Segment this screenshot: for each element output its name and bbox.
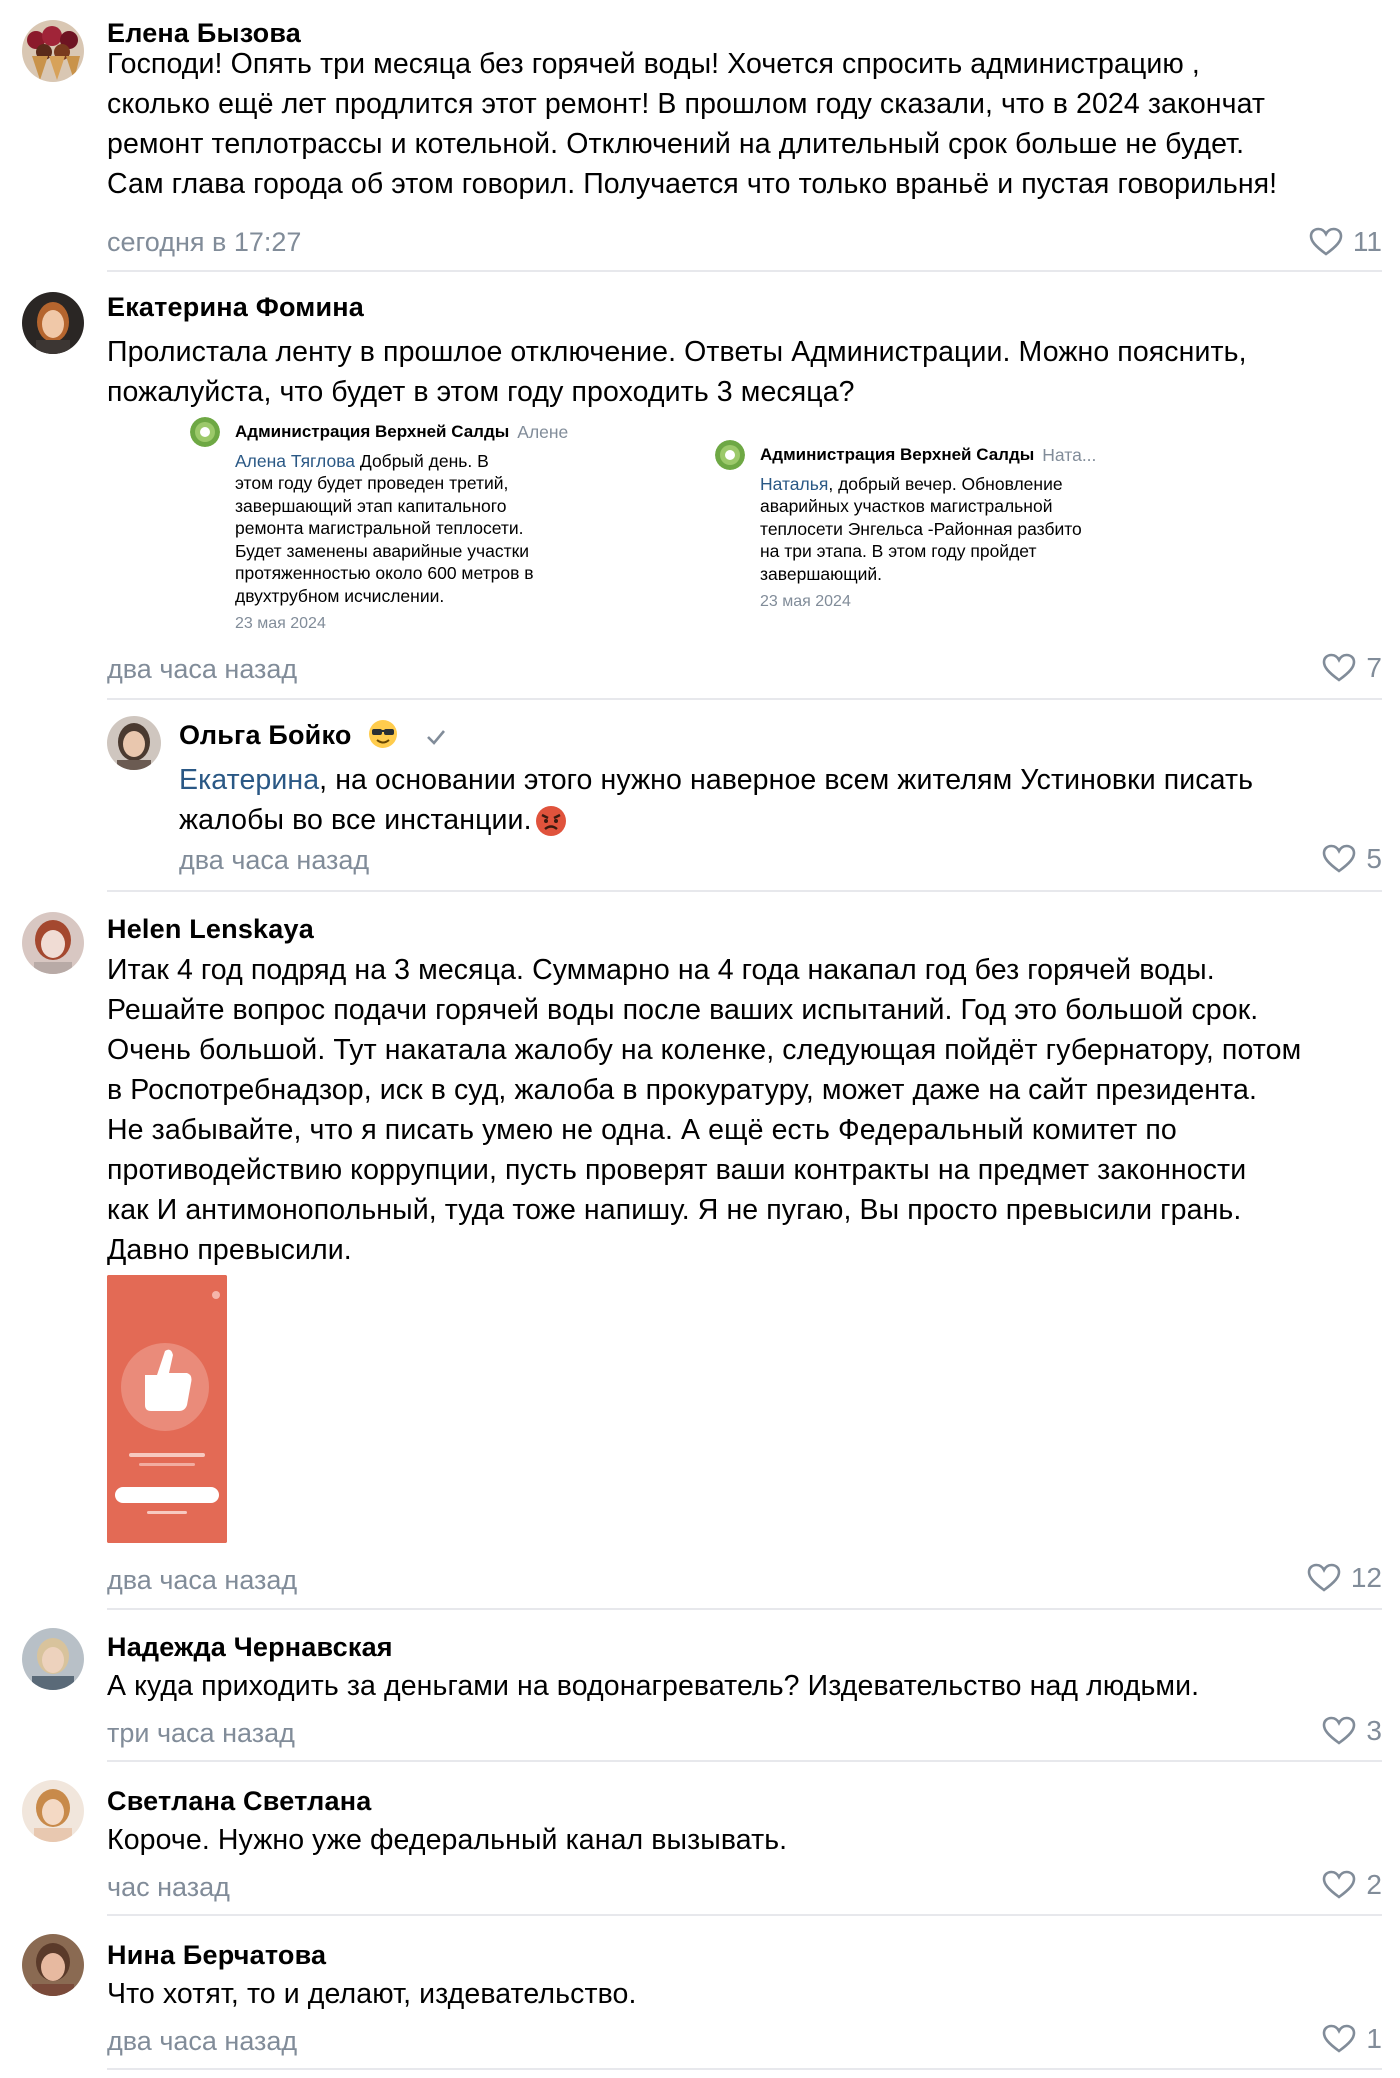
like-count: 2 — [1366, 1869, 1382, 1900]
heart-outline-icon — [1307, 1563, 1341, 1593]
comment-text — [107, 44, 1387, 204]
divider — [107, 698, 1382, 700]
embed-text: этом году будет проведен третий, — [235, 473, 509, 493]
heart-outline-icon — [1322, 2024, 1356, 2054]
comment-author[interactable]: Helen Lenskaya — [107, 914, 314, 944]
comment-author[interactable]: Светлана Светлана — [107, 1786, 372, 1816]
checkmark-icon — [425, 726, 447, 748]
text-line: Короче. Нужно уже федеральный канал вызывать. — [107, 1824, 788, 1856]
mention-link[interactable]: Наталья — [760, 473, 829, 494]
embed-date: 23 мая 2024 — [235, 615, 326, 632]
comment-author[interactable]: Екатерина Фомина — [107, 292, 364, 322]
embed-date: 23 мая 2024 — [760, 593, 851, 610]
text-line: сколько ещё лет продлится этот ремонт! В прошлом году сказали, что в 2024 закончат — [107, 88, 1266, 120]
comment-time[interactable]: два часа назад — [107, 1565, 298, 1595]
comment-text — [107, 1820, 1387, 1860]
text-line: Что хотят, то и делают, издевательство. — [107, 1978, 637, 2010]
heart-outline-icon — [1322, 1870, 1356, 1900]
like-count: 11 — [1352, 226, 1382, 257]
text-line: как И антимонопольный, туда тоже напишу. Я не пугаю, Вы просто превысили грань. — [107, 1194, 1242, 1226]
embed-text: завершающий этап капитального — [235, 495, 507, 516]
avatar[interactable] — [22, 20, 84, 82]
like-button[interactable] — [1322, 1865, 1382, 1905]
comment-time[interactable]: три часа назад — [107, 1718, 295, 1748]
like-button[interactable] — [1322, 648, 1382, 688]
heart-outline-icon — [1322, 844, 1356, 874]
avatar[interactable] — [22, 1628, 84, 1690]
comment-text — [107, 332, 1387, 412]
like-count: 5 — [1366, 843, 1382, 874]
comment-author[interactable] — [179, 720, 447, 751]
comment-text — [107, 1974, 1387, 2014]
organization-name: Администрация Верхней Салды — [760, 445, 1035, 464]
avatar[interactable] — [22, 912, 84, 974]
like-count: 7 — [1366, 652, 1382, 683]
comment-author[interactable]: Надежда Чернавская — [107, 1632, 393, 1662]
text-line: Господи! Опять три месяца без горячей воды! Хочется спросить администрацию , — [107, 48, 1200, 80]
embed-text: завершающий. — [760, 563, 883, 584]
divider — [107, 1760, 1382, 1762]
avatar[interactable] — [22, 1934, 84, 1996]
comment-time[interactable]: два часа назад — [107, 654, 298, 684]
sunglasses-emoji-icon — [367, 718, 399, 750]
comment-author[interactable]: Нина Берчатова — [107, 1940, 327, 1970]
embed-text: протяженностью около 600 метров в — [235, 563, 534, 583]
like-button[interactable] — [1307, 1558, 1382, 1598]
embed-text: теплосети Энгельса -Районная разбито — [760, 518, 1082, 539]
comment-time[interactable]: два часа назад — [179, 845, 370, 875]
like-count: 3 — [1366, 1715, 1382, 1746]
text-line: Очень большой. Тут накатала жалобу на коленке, следующая пойдёт губернатору, потом — [107, 1034, 1302, 1066]
angry-face-emoji-icon — [534, 804, 568, 838]
divider — [107, 1914, 1382, 1916]
comment-author[interactable]: Елена Бызова — [107, 18, 302, 48]
comment-text — [107, 950, 1387, 1270]
embed-text: , добрый вечер. Обновление — [828, 473, 1063, 494]
text-line: Итак 4 год подряд на 3 месяца. Суммарно на 4 года накапал год без горячей воды. — [107, 954, 1215, 986]
like-count: 12 — [1350, 1562, 1382, 1593]
text-line: ремонт теплотрассы и котельной. Отключений на длительный срок больше не будет. — [107, 128, 1245, 160]
heart-outline-icon — [1322, 653, 1356, 683]
embed-text: на три этапа. В этом году пройдет — [760, 541, 1037, 561]
author-name: Ольга Бойко — [179, 720, 352, 750]
divider — [107, 2068, 1382, 2070]
text-line: Не забывайте, что я писать умею не одна. А ещё есть Федеральный комитет по — [107, 1114, 1177, 1146]
comment-text — [107, 1666, 1387, 1706]
divider — [107, 890, 1382, 892]
like-button[interactable] — [1309, 222, 1382, 262]
text-line: пожалуйста, что будет в этом году проходить 3 месяца? — [107, 376, 855, 408]
text-line: противодействию коррупции, пусть проверят ваши контракты на предмет законности — [107, 1154, 1247, 1186]
divider — [107, 270, 1382, 272]
embed-text: Будет заменены аварийные участки — [235, 540, 530, 561]
text-line: Решайте вопрос подачи горячей воды после ваших испытаний. Год это большой срок. — [107, 994, 1259, 1026]
heart-outline-icon — [1309, 227, 1343, 257]
embed-text: Добрый день. В — [355, 450, 489, 471]
heart-outline-icon — [1322, 1716, 1356, 1746]
comment-text — [179, 760, 1379, 840]
mention-link[interactable]: Екатерина — [179, 764, 320, 796]
embedded-reply-screenshot[interactable] — [190, 417, 610, 636]
like-count: 1 — [1366, 2023, 1382, 2054]
embed-text: ремонта магистральной теплосети. — [235, 518, 524, 538]
mention-link[interactable]: Алена Тяглова — [235, 450, 356, 471]
text-line: Сам глава города об этом говорил. Получается что только враньё и пустая говорильня! — [107, 168, 1278, 200]
text-line: Пролистала ленту в прошлое отключение. Ответы Администрации. Можно пояснить, — [107, 336, 1247, 368]
comment-time[interactable]: сегодня в 17:27 — [107, 227, 302, 257]
organization-name: Администрация Верхней Салды — [235, 422, 510, 441]
reply-to: Алене — [517, 422, 569, 442]
divider — [107, 1608, 1382, 1610]
reply-to: Ната... — [1042, 445, 1097, 465]
embed-text: аварийных участков магистральной — [760, 496, 1053, 516]
avatar[interactable] — [107, 716, 161, 770]
comment-time[interactable]: час назад — [107, 1872, 230, 1902]
image-attachment[interactable] — [107, 1275, 227, 1543]
text-line: Давно превысили. — [107, 1234, 352, 1266]
comment-time[interactable]: два часа назад — [107, 2026, 298, 2056]
text-line: , на основании этого нужно наверное всем жителям Устиновки писать — [319, 764, 1254, 796]
embedded-reply-screenshot[interactable] — [715, 440, 1135, 614]
avatar[interactable] — [22, 1780, 84, 1842]
organization-logo — [715, 440, 745, 470]
like-button[interactable] — [1322, 839, 1382, 879]
text-line: жалобы во все инстанции. — [179, 804, 532, 836]
text-line: А куда приходить за деньгами на водонагреватель? Издевательство над людьми. — [107, 1670, 1200, 1702]
text-line: в Роспотребнадзор, иск в суд, жалоба в прокуратуру, может даже на сайт президента. — [107, 1074, 1257, 1106]
like-button[interactable] — [1322, 2019, 1382, 2059]
avatar[interactable] — [22, 292, 84, 354]
organization-logo — [190, 417, 220, 447]
like-button[interactable] — [1322, 1711, 1382, 1751]
embed-text: двухтрубном исчислении. — [235, 585, 445, 606]
